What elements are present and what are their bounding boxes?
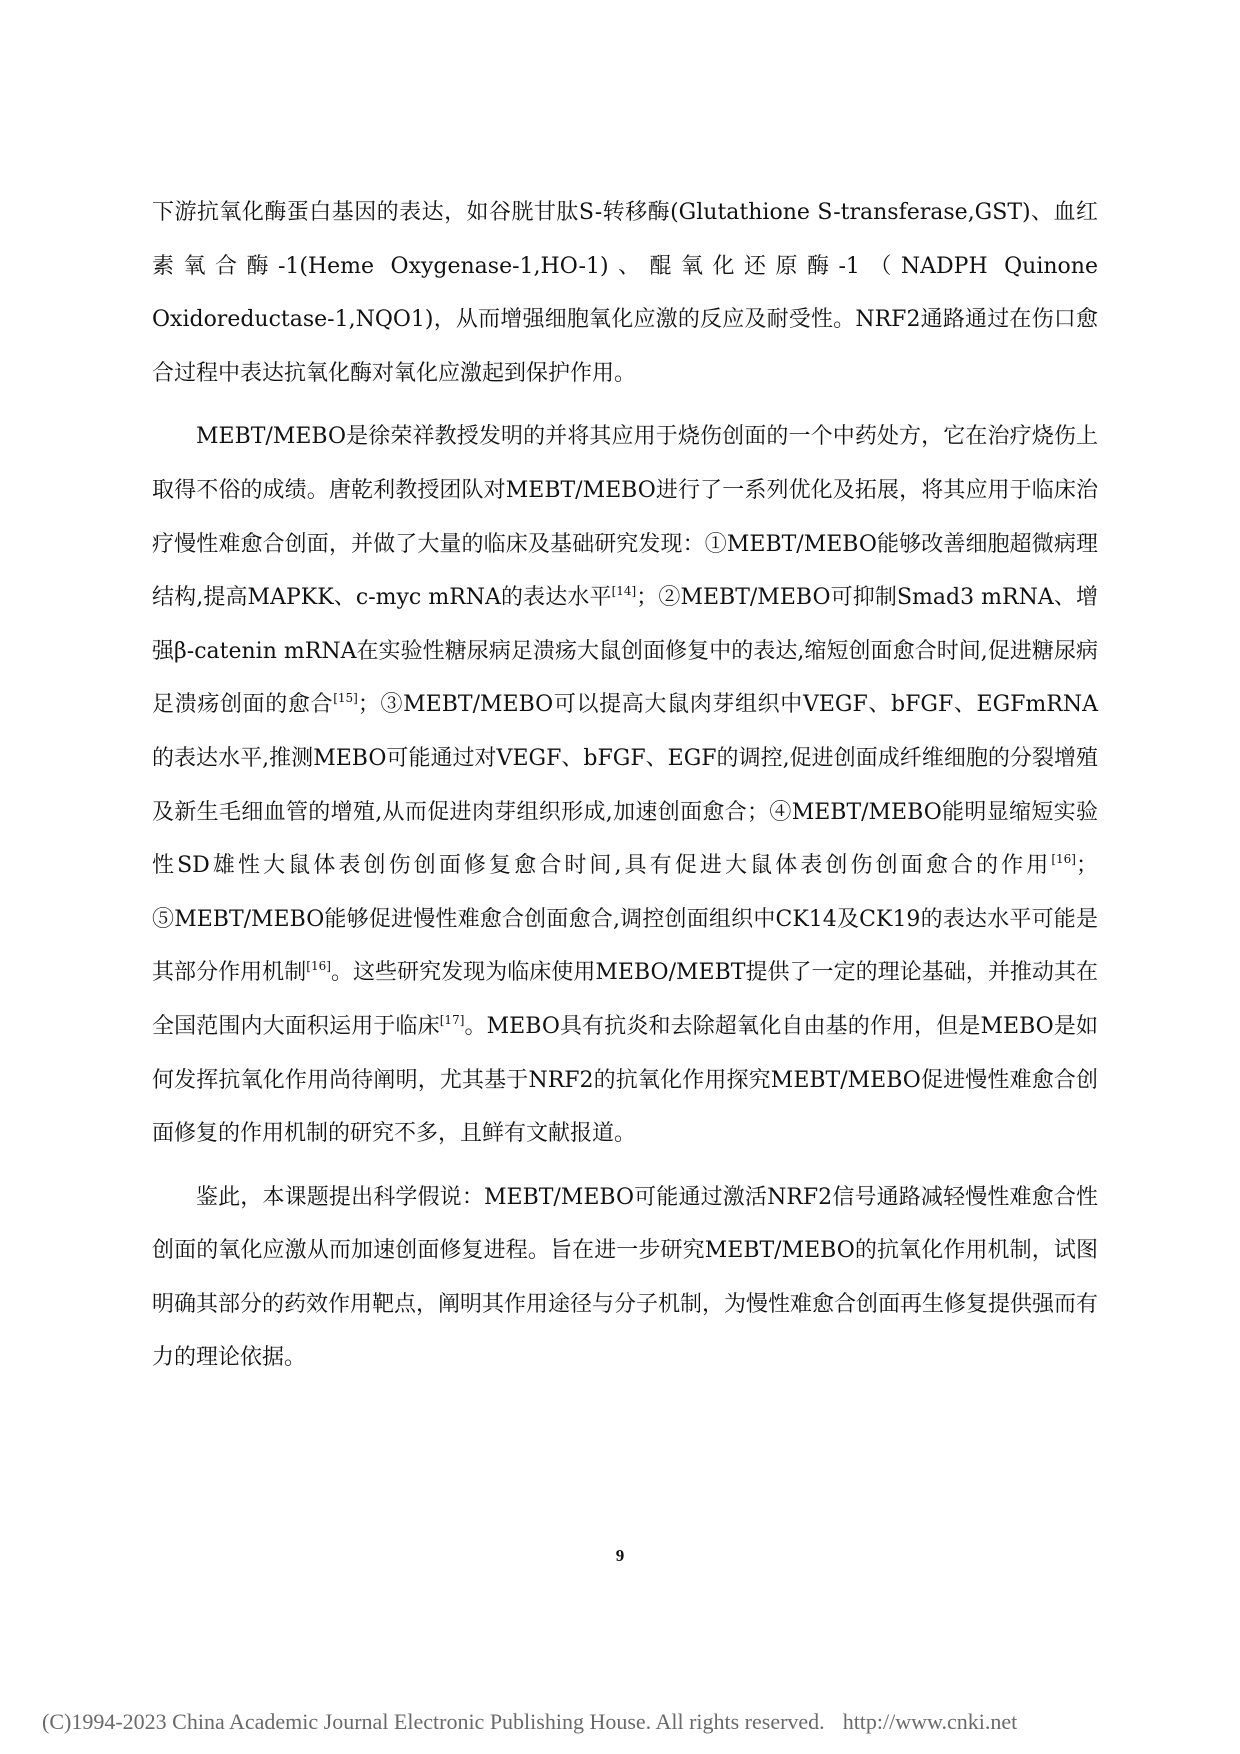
paragraph-1-text: 下游抗氧化酶蛋白基因的表达，如谷胱甘肽S-转移酶(Glutathione S-transferase,GST)、血红素氧合酶-1(Heme Oxygenase-1,HO-1)、醌氧化还原酶-1（NADPH Quinone Oxidoreductase-1,NQO1)，从而增强细胞氧化应激的反应及耐受性。NRF2通路通过在伤口愈合过程中表达抗氧化酶对氧化应激起到保护作用。 xyxy=(152,200,1098,386)
copyright-footer xyxy=(42,1709,1017,1735)
paragraph-3 xyxy=(152,1171,1098,1385)
paragraph-2-text: 。这些研究发现为临床使用MEBO/MEBT提供了一定的理论基础，并推动其在全国范围内大面积运用于临床 xyxy=(152,960,1098,1039)
paragraph-2-text: ；③MEBT/MEBO可以提高大鼠肉芽组织中VEGF、bFGF、EGFmRNA的表达水平,推测MEBO可能通过对VEGF、bFGF、EGF的调控,促进创面成纤维细胞的分裂增殖及新生毛细血管的增殖,从而促进肉芽组织形成,加速创面愈合；④MEBT/MEBO能明显缩短实验性SD雄性大鼠体表创伤创面修复愈合时间,具有促进大鼠体表创伤创面愈合的作用 xyxy=(152,692,1098,879)
paragraph-1 xyxy=(152,186,1098,400)
citation-16: [16] xyxy=(306,959,331,974)
footer-url-link[interactable]: http://www.cnki.net xyxy=(842,1709,1018,1734)
paragraph-2-text: 。MEBO具有抗炎和去除超氧化自由基的作用，但是MEBO是如何发挥抗氧化作用尚待阐明，尤其基于NRF2的抗氧化作用探究MEBT/MEBO促进慢性难愈合创面修复的作用机制的研究不多，且鲜有文献报道。 xyxy=(152,1013,1098,1147)
citation-14: [14] xyxy=(611,584,637,599)
paragraph-2-text: ；②MEBT/MEBO可抑制Smad3 mRNA、增强β-catenin mRNA在实验性糖尿病足溃疡大鼠创面修复中的表达,缩短创面愈合时间,促进糖尿病足溃疡创面的愈合 xyxy=(152,585,1098,718)
citation-15: [15] xyxy=(333,691,358,706)
body-text xyxy=(152,186,1098,1395)
paragraph-2 xyxy=(152,410,1098,1160)
paragraph-3-text: 鉴此，本课题提出科学假说：MEBT/MEBO可能通过激活NRF2信号通路减轻慢性难愈合性创面的氧化应激从而加速创面修复进程。旨在进一步研究MEBT/MEBO的抗氧化作用机制，试图明确其部分的药效作用靶点，阐明其作用途径与分子机制，为慢性难愈合创面再生修复提供强而有力的理论依据。 xyxy=(152,1184,1099,1371)
citation-16: [16] xyxy=(1051,852,1076,867)
paragraph-2-text: ；⑤MEBT/MEBO能够促进慢性难愈合创面愈合,调控创面组织中CK14及CK19的表达水平可能是其部分作用机制 xyxy=(152,853,1098,986)
paragraph-2-text: MEBT/MEBO是徐荣祥教授发明的并将其应用于烧伤创面的一个中药处方，它在治疗烧伤上取得不俗的成绩。唐乾利教授团队对MEBT/MEBO进行了一系列优化及拓展，将其应用于临床治疗慢性难愈合创面，并做了大量的临床及基础研究发现：①MEBT/MEBO能够改善细胞超微病理结构,提高MAPKK、c-myc mRNA的表达水平 xyxy=(152,424,1098,611)
page-number: 9 xyxy=(615,1546,625,1565)
copyright-text: (C)1994-2023 China Academic Journal Electronic Publishing House. All rights reserved. xyxy=(42,1709,825,1734)
citation-17: [17] xyxy=(439,1012,465,1027)
